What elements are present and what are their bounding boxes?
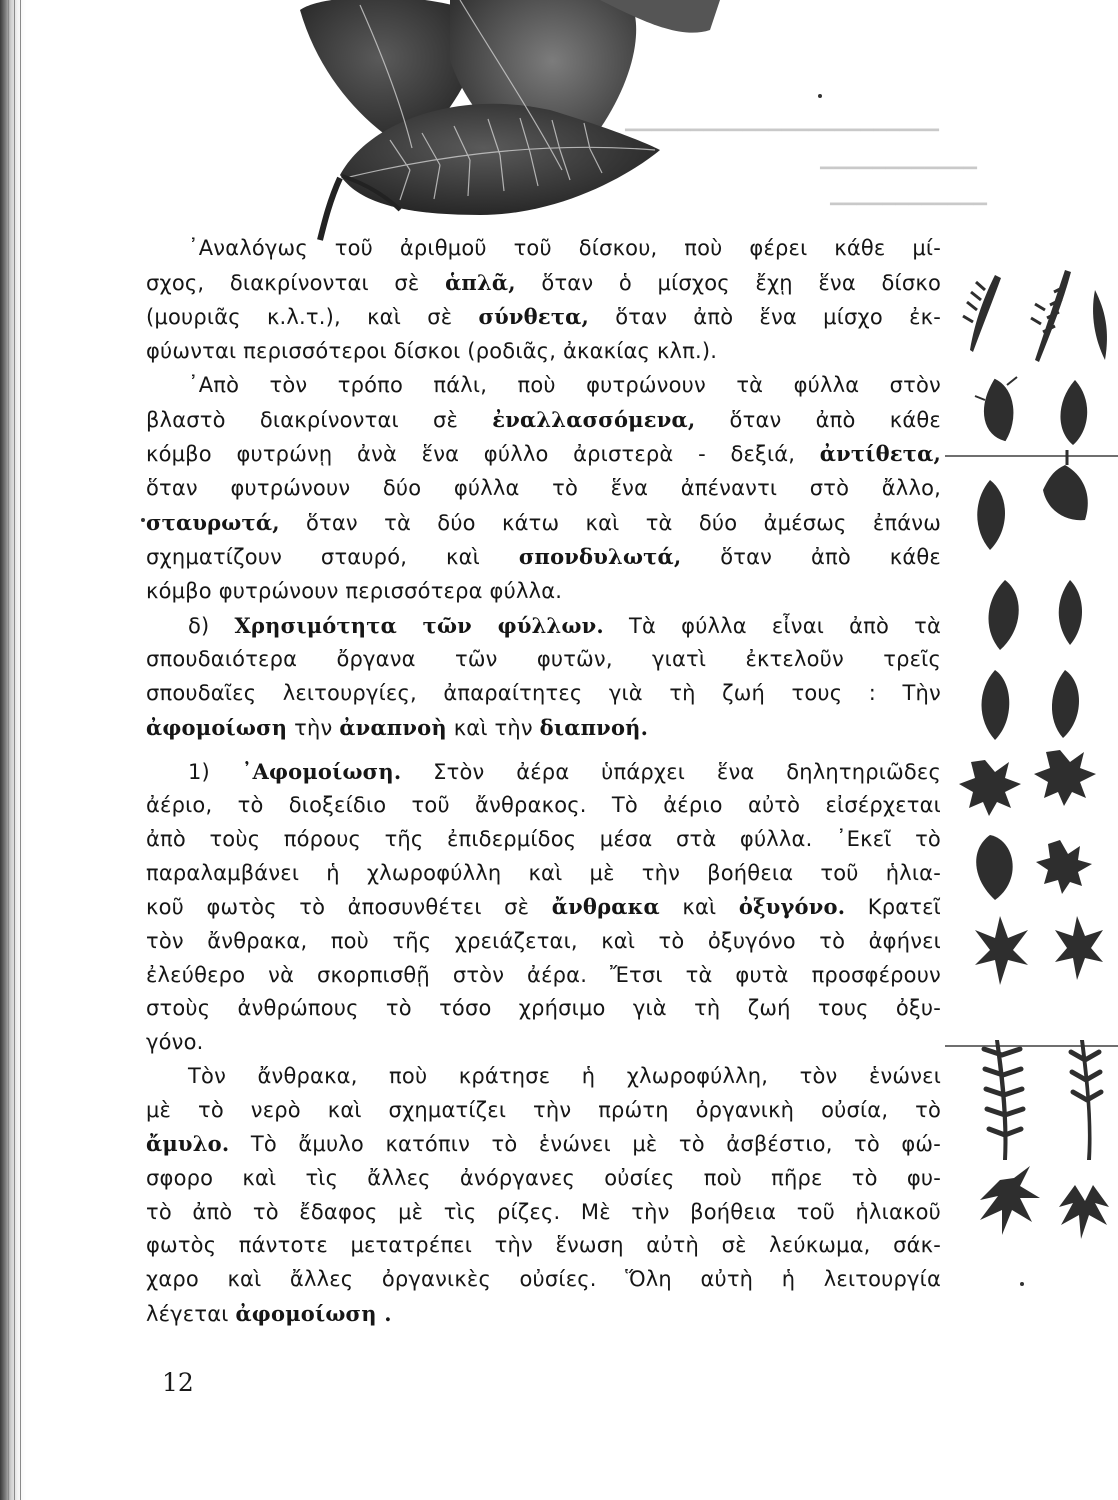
text-run: φωτὸς πάντοτε μετατρέπει τὴν ἕνωση αὐτὴ σὲ λεύκωμα, σάκ- xyxy=(146,1233,941,1258)
text-line xyxy=(146,266,941,301)
leaf-illustration xyxy=(300,0,720,245)
text-line xyxy=(146,335,941,369)
text-line xyxy=(146,1297,941,1332)
text-line xyxy=(146,643,941,677)
bold-term: ἄμυλο. xyxy=(146,1131,230,1157)
bold-term: ἀναπνοὴ xyxy=(339,714,447,740)
bold-term: ᾿Αφομοίωση. xyxy=(241,758,402,784)
bold-term: σύνθετα, xyxy=(478,304,590,330)
text-line xyxy=(146,1026,941,1060)
text-line xyxy=(146,403,941,438)
bold-term: ἀφομοίωση . xyxy=(235,1300,392,1326)
text-run: σφορο καὶ τὶς ἄλλες ἀνόργανες οὐσίες ποὺ πῆρε τὸ φυ- xyxy=(146,1165,941,1190)
text-line xyxy=(146,1127,941,1162)
bold-term: Χρησιμότητα τῶν φύλλων. xyxy=(234,612,604,638)
text-run: σχηματίζουν σταυρό, καὶ xyxy=(146,545,519,570)
bold-term: ὀξυγόνο. xyxy=(738,894,846,920)
text-run: ἐλεύθερο νὰ σκορπισθῇ στὸν ἀέρα. Ἔτσι τὰ φυτὰ προσφέρουν xyxy=(146,962,941,987)
text-run: (μουριᾶς κ.λ.τ.), καὶ σὲ xyxy=(146,305,479,330)
text-run: ἀπὸ τοὺς πόρους τῆς ἐπιδερμίδος μέσα στὰ φύλλα. ᾿Εκεῖ τὸ xyxy=(146,826,941,851)
text-run: φύωνται περισσότεροι δίσκοι (ροδιᾶς, ἀκακίας κλπ.). xyxy=(146,339,718,364)
text-run: μὲ τὸ νερὸ καὶ σχηματίζει τὴν πρώτη ὀργανικὴ οὐσία, τὸ xyxy=(146,1097,941,1122)
text-run: σπουδαιότερα ὄργανα τῶν φυτῶν, γιατὶ ἐκτελοῦν τρεῖς xyxy=(146,647,941,672)
text-run: γόνο. xyxy=(146,1030,204,1055)
book-page: ▁▁▁▁▁▁▁▁▁▁▁▁▁▁▁▁▁▁▁▁▁▁▁▁ ▁▁▁▁▁▁▁▁▁▁▁▁ ▁▁▁▁▁▁▁▁▁▁▁▁ ᾿Αναλόγως τοῦ ἀριθμοῦ τοῦ δίσκου, ποὺ φέρει κάθε μί- σχος, διακρίνονται σὲ ἁπλᾶ, ὅταν ὁ μίσχος ἔχῃ ἕνα δίσκο (μουριᾶς κ.λ.τ.), καὶ σὲ σύνθετα, ὅταν ἀπὸ ἕνα μίσχο ἐκ- φύωνται περισσότεροι δίσκοι (ροδιᾶς, ἀκακίας κλπ.). ᾿Απὸ τὸν τρόπο πάλι, ποὺ φυτρώνουν τὰ φύλλα στὸν βλαστὸ διακρίνονται σὲ ἐναλλασσόμενα, ὅταν ἀπὸ κάθε κόμβο φυτρώνῃ ἀνὰ ἕνα φύλλο ἀριστερὰ - δεξιά, ἀντίθετα, ὅταν φυτρώνουν δύο φύλλα τὸ ἕνα ἀπέναντι στὸ ἄλλο, σταυρωτά, ὅταν τὰ δύο κάτω καὶ τὰ δύο ἀμέσως ἐπάνω σχηματίζουν σταυρό, καὶ σπονδυλωτά, ὅταν ἀπὸ κάθε κόμβο φυτρώνουν περισσότερα φύλλα. δ) Χρησιμότητα τῶν φύλλων. Τὰ φύλλα εἶναι ἀπὸ τὰ σπουδαιότερα ὄργανα τῶν φυτῶν, γιατὶ ἐκτελοῦν τρεῖς σπουδαῖες λειτουργίες, ἀπαραίτητες γιὰ τὴ ζωή τους : Τὴν ἀφομοίωση τὴν ἀναπνοὴ καὶ τὴν διαπνοή. 1) ᾿Αφομοίωση. Στὸν ἀέρα ὑπάρχει ἕνα δηλητηριῶδες ἀέριο, τὸ διοξείδιο τοῦ ἄνθρακος. Τὸ ἀέριο αὐτὸ εἰσέρχεται ἀπὸ τοὺς πόρους τῆς ἐπιδερμίδος μέσα στὰ φύλλα. ᾿Εκεῖ τὸ παραλαμβάνει ἡ χλωροφύλλη καὶ μὲ τὴν βοήθεια τοῦ ἡλια- κοῦ φωτὸς τὸ ἀποσυνθέτει σὲ ἄνθρακα καὶ ὀξυγόνο. Κρατεῖ τὸν ἄνθρακα, ποὺ τῆς χρειάζεται, καὶ τὸ ὀξυγόνο τὸ ἀφήνει ἐλεύθερο νὰ σκορπισθῇ στὸν ἀέρα. Ἔτσι τὰ φυτὰ προσφέρουν στοὺς ἀνθρώπους τὸ τόσο χρήσιμο γιὰ τὴ ζωή τους ὀξυ- γόνο. Τὸν ἄνθρακα, ποὺ κράτησε ἡ χλωροφύλλη, τὸν ἑνώνει μὲ τὸ νερὸ καὶ σχηματίζει τὴν πρώτη ὀργανικὴ οὐσία, τὸ ἄμυλο. Τὸ ἄμυλο κατόπιν τὸ ἑνώνει μὲ τὸ ἀσβέστιο, τὸ φώ- σφορο καὶ τὶς ἄλλες ἀνόργανες οὐσίες ποὺ πῆρε τὸ φυ- τὸ ἀπὸ τὸ ἔδαφος μὲ τὶς ρίζες. Μὲ τὴν βοήθεια τοῦ ἡλιακοῦ φωτὸς πάντοτε μετατρέπει τὴν ἕνωση αὐτὴ σὲ λεύκωμα, σάκ- χαρο καὶ ἄλλες ὀργανικὲς οὐσίες. Ὅλη αὐτὴ ἡ λειτουργία λέγεται ἀφομοίωση . 12 xyxy=(0,0,1118,1500)
leaf-margin-column xyxy=(955,250,1118,1330)
text-line xyxy=(146,300,941,335)
bold-term: ἀντίθετα, xyxy=(819,441,941,467)
text-line xyxy=(146,755,941,790)
text-line xyxy=(146,540,941,575)
text-run: 1) xyxy=(188,759,242,784)
margin-leaf-icon xyxy=(963,275,1001,352)
text-run: Τὰ φύλλα εἶναι ἀπὸ τὰ xyxy=(603,613,941,638)
text-line xyxy=(146,890,941,925)
text-line xyxy=(146,1263,941,1297)
text-run: σπουδαῖες λειτουργίες, ἀπαραίτητες γιὰ τὴ ζωή τους : Τὴν xyxy=(146,681,941,706)
text-run: ὅταν ὁ μίσχος ἔχῃ ἕνα δίσκο xyxy=(515,270,941,295)
text-run: Τὸ ἄμυλο κατόπιν τὸ ἑνώνει μὲ τὸ ἀσβέστιο, τὸ φώ- xyxy=(229,1132,941,1157)
text-run: σχος, διακρίνονται σὲ xyxy=(146,270,446,295)
text-run: ἀέριο, τὸ διοξείδιο τοῦ ἄνθρακος. Τὸ ἀέριο αὐτὸ εἰσέρχεται xyxy=(146,793,941,818)
bold-term: διαπνοή. xyxy=(539,714,649,740)
text-run: δ) xyxy=(188,613,235,638)
text-run: κοῦ φωτὸς τὸ ἀποσυνθέτει σὲ xyxy=(146,895,552,920)
text-line xyxy=(146,789,941,823)
bold-term: σπονδυλωτά, xyxy=(518,544,682,570)
text-line xyxy=(146,472,941,506)
text-run: χαρο καὶ ἄλλες ὀργανικὲς οὐσίες. Ὅλη αὐτὴ ἡ λειτουργία xyxy=(146,1267,941,1292)
text-line xyxy=(146,575,941,609)
text-run: βλαστὸ διακρίνονται σὲ xyxy=(146,407,493,432)
text-line xyxy=(146,1229,941,1263)
show-through-text: ▁▁▁▁▁▁▁▁▁▁▁▁▁▁▁▁▁▁▁▁▁▁▁▁ xyxy=(625,112,939,132)
text-line xyxy=(146,823,941,857)
text-line xyxy=(146,232,941,266)
text-line xyxy=(146,857,941,891)
text-line xyxy=(146,369,941,403)
bold-term: σταυρωτά, xyxy=(146,509,280,535)
text-run: Στὸν ἀέρα ὑπάρχει ἕνα δηλητηριῶδες xyxy=(401,759,941,784)
bold-term: ἁπλᾶ, xyxy=(445,269,516,295)
bold-term: ἄνθρακα xyxy=(551,894,660,920)
text-line xyxy=(146,1060,941,1094)
text-line xyxy=(146,711,941,746)
text-run: ὅταν ἀπὸ κάθε xyxy=(681,545,941,570)
text-line xyxy=(146,1196,941,1230)
text-line xyxy=(146,677,941,711)
text-run: στοὺς ἀνθρώπους τὸ τόσο χρήσιμο γιὰ τὴ ζωή τους ὀξυ- xyxy=(146,996,941,1021)
text-run: ᾿Αναλόγως τοῦ ἀριθμοῦ τοῦ δίσκου, ποὺ φέρει κάθε μί- xyxy=(188,236,941,260)
page-number: 12 xyxy=(162,1368,194,1397)
text-run: ὅταν ἀπὸ ἕνα μίσχο ἐκ- xyxy=(589,305,942,330)
text-run: καὶ τὴν xyxy=(446,715,540,740)
text-line xyxy=(146,437,941,472)
text-run: ᾿Απὸ τὸν τρόπο πάλι, ποὺ φυτρώνουν τὰ φύλλα στὸν xyxy=(188,372,941,397)
text-run: ὅταν ἀπὸ κάθε xyxy=(695,407,941,432)
text-run: κόμβο φυτρώνουν περισσότερα φύλλα. xyxy=(146,579,563,604)
text-run: ὅταν φυτρώνουν δύο φύλλα τὸ ἕνα ἀπέναντι στὸ ἄλλο, xyxy=(146,475,941,500)
text-line xyxy=(146,992,941,1026)
text-run: Τὸν ἄνθρακα, ποὺ κράτησε ἡ χλωροφύλλη, τὸν ἑνώνει xyxy=(188,1063,941,1088)
text-line xyxy=(146,1162,941,1196)
text-run: καὶ xyxy=(659,895,739,920)
text-run: τὴν xyxy=(287,715,340,740)
text-run: τὸ ἀπὸ τὸ ἔδαφος μὲ τὶς ρίζες. Μὲ τὴν βοήθεια τοῦ ἡλιακοῦ xyxy=(146,1199,941,1224)
main-text xyxy=(146,232,941,1332)
page-binding-edge xyxy=(0,0,26,1500)
text-line xyxy=(146,959,941,993)
text-line xyxy=(146,925,941,959)
text-run: Κρατεῖ xyxy=(845,895,941,920)
text-run: κόμβο φυτρώνῃ ἀνὰ ἕνα φύλλο ἀριστερὰ - δεξιά, xyxy=(146,442,820,467)
text-run: παραλαμβάνει ἡ χλωροφύλλη καὶ μὲ τὴν βοήθεια τοῦ ἡλια- xyxy=(146,860,941,885)
text-run: ὅταν τὰ δύο κάτω καὶ τὰ δύο ἀμέσως ἐπάνω xyxy=(279,510,941,535)
bold-term: ἐναλλασσόμενα, xyxy=(492,406,696,432)
text-run: τὸν ἄνθρακα, ποὺ τῆς χρειάζεται, καὶ τὸ ὀξυγόνο τὸ ἀφήνει xyxy=(146,929,941,954)
text-line xyxy=(146,1094,941,1128)
text-line xyxy=(146,609,941,644)
bold-term: ἀφομοίωση xyxy=(146,714,288,740)
text-run: λέγεται xyxy=(146,1301,236,1326)
text-line xyxy=(146,506,941,541)
